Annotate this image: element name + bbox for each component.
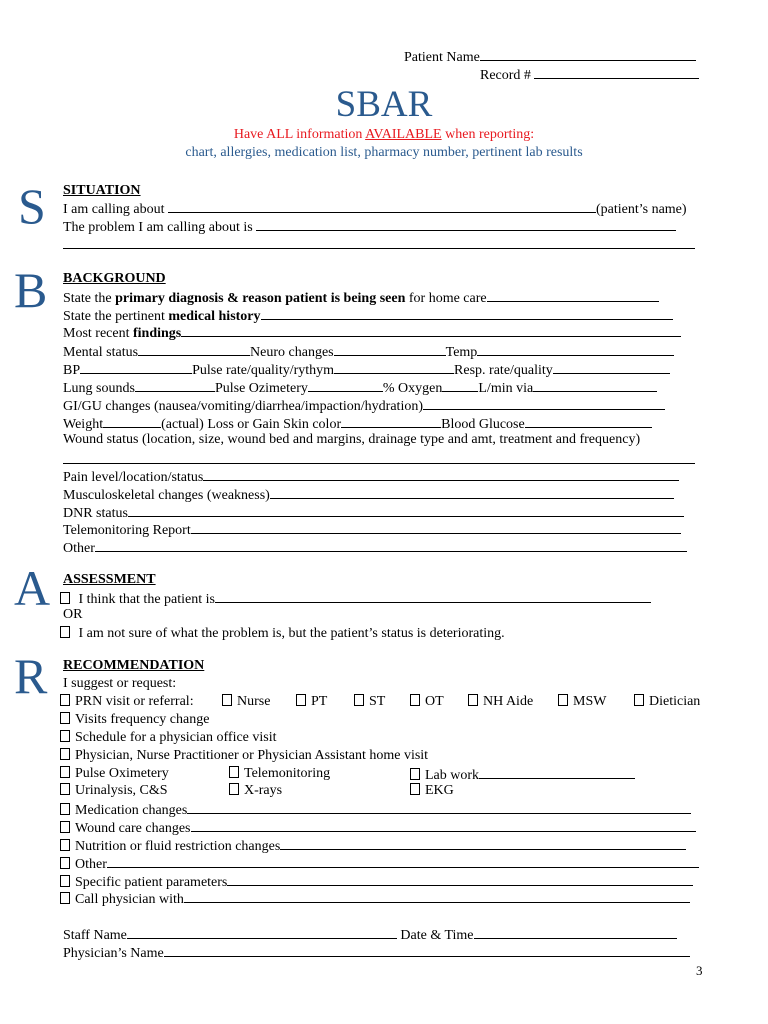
pulse-ox-field[interactable] — [308, 378, 383, 392]
diag-pre: State the — [63, 291, 116, 306]
think-checkbox[interactable] — [60, 592, 70, 604]
diag-post: for home care — [405, 291, 487, 306]
notice-line — [0, 127, 768, 143]
telemon-option — [229, 765, 330, 782]
prn-checkbox[interactable] — [60, 694, 70, 706]
neuro-label: Neuro changes — [250, 345, 334, 360]
visits-freq-label: Visits frequency change — [75, 712, 210, 727]
diag-bold: primary diagnosis & reason patient is being seen — [115, 291, 406, 306]
telemon-row — [63, 520, 681, 539]
params-label: Specific patient parameters — [75, 875, 228, 890]
ot-label: OT — [425, 694, 444, 709]
situation-heading: SITUATION — [63, 183, 141, 198]
pain-label: Pain level/location/status — [63, 470, 204, 485]
xrays-option — [229, 782, 282, 799]
think-row — [60, 589, 651, 608]
pulse-ox-option-label: Pulse Oximetery — [75, 766, 169, 781]
oxygen-label: % Oxygen — [382, 381, 443, 396]
pulse-rate-field[interactable] — [334, 360, 454, 374]
pain-row — [63, 467, 679, 486]
wound-changes-row — [60, 818, 696, 837]
wound-status-label: Wound status (location, size, wound bed and margins, drainage type and amt, treatment and frequency) — [63, 432, 641, 447]
notice-post: when reporting: — [441, 127, 535, 142]
bp-field[interactable] — [80, 360, 192, 374]
gigu-field[interactable] — [423, 396, 665, 410]
telemon-field[interactable] — [191, 520, 681, 534]
visits-freq-row — [60, 711, 209, 728]
weight-label: Weight — [63, 417, 104, 432]
physician-row — [63, 943, 690, 962]
pt-checkbox[interactable] — [296, 694, 306, 706]
problem-field[interactable] — [256, 217, 676, 231]
params-checkbox[interactable] — [60, 875, 70, 887]
lab-field[interactable] — [479, 765, 635, 779]
xrays-checkbox[interactable] — [229, 783, 239, 795]
home-visit-row — [60, 747, 428, 764]
wound-field[interactable] — [63, 450, 695, 464]
vitals-row-1 — [63, 342, 674, 361]
rec-other-checkbox[interactable] — [60, 857, 70, 869]
situation-letter: S — [18, 178, 46, 234]
dnr-field[interactable] — [128, 503, 684, 517]
dnr-label: DNR status — [63, 506, 128, 521]
findings-row — [63, 323, 681, 342]
hist-bold: medical history — [168, 309, 261, 324]
rec-other-field[interactable] — [107, 854, 699, 868]
rec-other-row — [60, 854, 699, 873]
urinalysis-label: Urinalysis, C&S — [75, 783, 168, 798]
discipline-dietician[interactable] — [634, 693, 700, 710]
xrays-label: X-rays — [244, 783, 283, 798]
notice-pre: Have ALL information — [233, 127, 366, 142]
pulse-ox-label: Pulse Ozimetery — [214, 381, 308, 396]
suggest-label: I suggest or request: — [63, 676, 177, 691]
other-label: Other — [63, 541, 95, 556]
page-title: SBAR — [335, 84, 433, 125]
history-field[interactable] — [261, 306, 673, 320]
problem-row — [63, 217, 676, 236]
resp-field[interactable] — [553, 360, 670, 374]
wound-changes-checkbox[interactable] — [60, 821, 70, 833]
diagnosis-field[interactable] — [487, 288, 659, 302]
st-label: ST — [369, 694, 386, 709]
nutrition-label: Nutrition or fluid restriction changes — [75, 839, 281, 854]
physician-label: Physician’s Name — [63, 946, 164, 961]
discipline-nh-aide[interactable] — [468, 693, 533, 710]
mental-label: Mental status — [63, 345, 139, 360]
think-field[interactable] — [215, 589, 651, 603]
discipline-msw[interactable] — [558, 693, 606, 710]
ekg-label: EKG — [425, 783, 454, 798]
pulse-ox-checkbox[interactable] — [60, 766, 70, 778]
pulse-rate-label: Pulse rate/quality/rythym — [192, 363, 335, 378]
not-sure-label: I am not sure of what the problem is, but the patient’s status is deteriorating. — [75, 626, 505, 641]
oxygen-field[interactable] — [442, 378, 478, 392]
weight-field[interactable] — [103, 414, 161, 428]
other-field[interactable] — [95, 538, 687, 552]
nutrition-checkbox[interactable] — [60, 839, 70, 851]
diagnosis-row — [63, 288, 659, 307]
home-visit-checkbox[interactable] — [60, 748, 70, 760]
vitals-row-2 — [63, 360, 670, 379]
patient-name-field[interactable] — [480, 47, 696, 61]
recommendation-letter: R — [14, 648, 48, 704]
musculo-label: Musculoskeletal changes (weakness) — [63, 488, 270, 503]
lmin-label: L/min via — [478, 381, 534, 396]
date-label: Date & Time — [400, 928, 474, 943]
prn-row — [60, 693, 194, 710]
neuro-field[interactable] — [334, 342, 446, 356]
call-field[interactable] — [184, 889, 690, 903]
staff-row — [63, 925, 677, 944]
assessment-letter: A — [14, 560, 51, 616]
wound-changes-field[interactable] — [191, 818, 696, 832]
notice-detail: chart, allergies, medication list, pharmacy number, pertinent lab results — [185, 145, 583, 160]
gigu-label: GI/GU changes (nausea/vomiting/diarrhea/impaction/hydration) — [63, 399, 424, 414]
nurse-label: Nurse — [237, 694, 271, 709]
patient-name-row — [404, 47, 696, 66]
dietician-checkbox[interactable] — [634, 694, 644, 706]
med-changes-checkbox[interactable] — [60, 803, 70, 815]
schedule-row — [60, 729, 277, 746]
prn-label: PRN visit or referral: — [75, 694, 194, 709]
background-letter: B — [14, 262, 48, 318]
findings-field[interactable] — [181, 323, 681, 337]
schedule-checkbox[interactable] — [60, 730, 70, 742]
other-row — [63, 538, 687, 557]
not-sure-row — [60, 625, 505, 642]
glucose-field[interactable] — [525, 414, 652, 428]
schedule-label: Schedule for a physician office visit — [75, 730, 277, 745]
telemon-checkbox[interactable] — [229, 766, 239, 778]
staff-label: Staff Name — [63, 928, 127, 943]
ot-checkbox[interactable] — [410, 694, 420, 706]
call-checkbox[interactable] — [60, 892, 70, 904]
bp-label: BP — [63, 363, 81, 378]
home-visit-label: Physician, Nurse Practitioner or Physician Assistant home visit — [75, 748, 429, 763]
st-checkbox[interactable] — [354, 694, 364, 706]
nh-aide-checkbox[interactable] — [468, 694, 478, 706]
temp-label: Temp — [445, 345, 478, 360]
staff-field[interactable] — [127, 925, 397, 939]
glucose-label: Blood Glucose — [441, 417, 525, 432]
lung-field[interactable] — [135, 378, 215, 392]
wound-changes-label: Wound care changes — [75, 821, 191, 836]
med-changes-row — [60, 800, 691, 819]
discipline-nurse[interactable] — [222, 693, 270, 710]
patient-name-label: Patient Name — [404, 50, 480, 65]
mental-field[interactable] — [138, 342, 250, 356]
discipline-pt[interactable] — [296, 693, 327, 710]
record-label: Record # — [480, 68, 531, 83]
dietician-label: Dietician — [649, 694, 701, 709]
background-heading: BACKGROUND — [63, 271, 166, 286]
problem-field-2[interactable] — [63, 235, 695, 249]
calling-about-label: I am calling about — [63, 202, 165, 217]
call-row — [60, 889, 690, 908]
find-pre: Most recent — [63, 326, 133, 341]
nurse-checkbox[interactable] — [222, 694, 232, 706]
discipline-ot[interactable] — [410, 693, 444, 710]
msw-checkbox[interactable] — [558, 694, 568, 706]
skin-color-label: (actual) Loss or Gain Skin color — [161, 417, 342, 432]
problem-line-2 — [63, 235, 695, 254]
page-number: 3 — [696, 963, 703, 978]
nutrition-row — [60, 836, 686, 855]
msw-label: MSW — [573, 694, 607, 709]
physician-field[interactable] — [164, 943, 690, 957]
params-field[interactable] — [227, 872, 693, 886]
lung-label: Lung sounds — [63, 381, 135, 396]
calling-about-row — [63, 199, 687, 218]
gigu-row — [63, 396, 665, 415]
discipline-st[interactable] — [354, 693, 385, 710]
assessment-heading: ASSESSMENT — [63, 572, 156, 587]
calling-about-field[interactable] — [168, 199, 596, 213]
temp-field[interactable] — [477, 342, 674, 356]
vitals-row-3 — [63, 378, 657, 397]
call-label: Call physician with — [75, 892, 184, 907]
not-sure-checkbox[interactable] — [60, 626, 70, 638]
nh-aide-label: NH Aide — [483, 694, 534, 709]
lmin-field[interactable] — [533, 378, 657, 392]
patients-name-note: (patient’s name) — [595, 202, 687, 217]
lab-option-label: Lab work — [425, 768, 480, 783]
telemon-label: Telemonitoring Report — [63, 523, 191, 538]
pain-field[interactable] — [203, 467, 679, 481]
hist-pre: State the pertinent — [63, 309, 169, 324]
record-row — [480, 65, 699, 84]
find-bold: findings — [132, 326, 182, 341]
pulse-ox-option — [60, 765, 169, 782]
or-label: OR — [63, 607, 83, 622]
recommendation-heading: RECOMMENDATION — [63, 658, 205, 673]
date-field[interactable] — [474, 925, 677, 939]
musculo-row — [63, 485, 674, 504]
med-changes-label: Medication changes — [75, 803, 188, 818]
musculo-field[interactable] — [270, 485, 674, 499]
notice-underlined: AVAILABLE — [365, 127, 442, 142]
urinalysis-checkbox[interactable] — [60, 783, 70, 795]
visits-freq-checkbox[interactable] — [60, 712, 70, 724]
med-changes-field[interactable] — [187, 800, 691, 814]
problem-label: The problem I am calling about is — [63, 220, 253, 235]
lab-checkbox[interactable] — [410, 768, 420, 780]
rec-other-label: Other — [75, 857, 107, 872]
urinalysis-option — [60, 782, 168, 799]
nutrition-field[interactable] — [280, 836, 686, 850]
think-label: I think that the patient is — [75, 592, 215, 607]
ekg-checkbox[interactable] — [410, 783, 420, 795]
pt-label: PT — [311, 694, 328, 709]
skin-color-field[interactable] — [341, 414, 441, 428]
resp-label: Resp. rate/quality — [454, 363, 553, 378]
ekg-option — [410, 782, 454, 799]
record-field[interactable] — [534, 65, 699, 79]
telemon-option-label: Telemonitoring — [244, 766, 331, 781]
